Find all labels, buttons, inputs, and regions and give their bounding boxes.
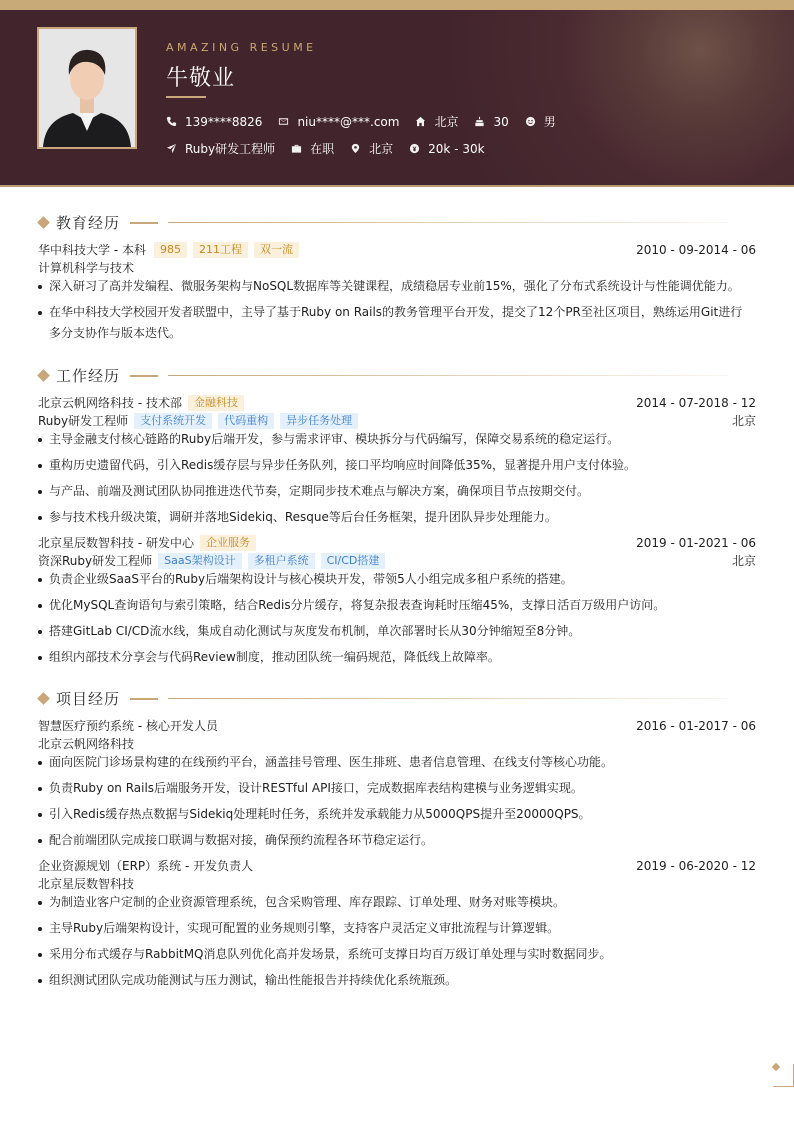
list-item: 负责Ruby on Rails后端服务开发，设计RESTful API接口，完成数据库表结构建模与业务逻辑实现。: [38, 778, 754, 799]
employment-status: 在职: [310, 142, 335, 156]
skill-tag: 多租户系统: [248, 553, 315, 569]
salary-icon: [409, 143, 420, 154]
section-title: 项目经历: [56, 690, 121, 708]
mail-icon: [278, 116, 289, 127]
location-icon: [350, 143, 361, 154]
company-name: 北京云帆网络科技 - 技术部: [38, 396, 182, 410]
project-company: 北京星辰数智科技: [38, 877, 135, 891]
section-rule-accent: [130, 222, 158, 224]
section-title: 教育经历: [56, 214, 121, 232]
gender: 男: [543, 115, 556, 129]
company-name: 北京星辰数智科技 - 研发中心: [38, 536, 194, 550]
candidate-name: 牛敬业: [166, 66, 236, 91]
target-position: Ruby研发工程师: [185, 142, 276, 156]
project-entry-header: [38, 717, 756, 734]
list-item: 优化MySQL查询语句与索引策略，结合Redis分片缓存，将复杂报表查询耗时压缩45%，支撑日活百万级用户访问。: [38, 595, 754, 616]
expected-salary: 20k - 30k: [428, 141, 485, 156]
industry-tag: 金融科技: [188, 395, 244, 411]
age-info: [474, 115, 508, 129]
skill-tag: SaaS架构设计: [158, 553, 241, 569]
education-entry-header: [38, 241, 756, 258]
section-rule-accent: [130, 698, 158, 700]
education-section-header: [36, 212, 728, 233]
hometown: 北京: [434, 115, 459, 129]
section-diamond-icon: [37, 692, 50, 705]
education-date: 2010 - 09-2014 - 06: [636, 242, 756, 257]
send-icon: [166, 143, 177, 154]
list-item: 组织测试团队完成功能测试与压力测试，输出性能报告并持续优化系统瓶颈。: [38, 970, 754, 991]
section-diamond-icon: [37, 369, 50, 382]
project-company-line: [38, 875, 756, 892]
section-diamond-icon: [37, 216, 50, 229]
job-title: Ruby研发工程师: [38, 414, 129, 428]
age: 30: [493, 114, 509, 129]
list-item: 采用分布式缓存与RabbitMQ消息队列优化高并发场景，系统可支撑日均百万级订单处理与实时数据同步。: [38, 944, 754, 965]
list-item: 重构历史遗留代码，引入Redis缓存层与异步任务队列，接口平均响应时间降低35%，显著提升用户支付体验。: [38, 455, 754, 476]
position-info: [166, 140, 275, 157]
section-title: 工作经历: [56, 367, 121, 385]
work-role-line: [38, 412, 756, 429]
home-icon: [415, 116, 426, 127]
name-underline: [166, 96, 206, 98]
skill-tag: CI/CD搭建: [321, 553, 386, 569]
project-date: 2016 - 01-2017 - 06: [636, 718, 756, 733]
school-tag: 985: [154, 242, 187, 258]
project-section-header: [36, 688, 728, 709]
gender-icon: [525, 116, 536, 127]
work-role-line: [38, 552, 756, 569]
list-item: 组织内部技术分享会与代码Review制度，推动团队统一编码规范，降低线上故障率。: [38, 647, 754, 668]
list-item: 搭建GitLab CI/CD流水线，集成自动化测试与灰度发布机制，单次部署时长从30分钟缩短至8分钟。: [38, 621, 754, 642]
project-name: 智慧医疗预约系统 - 核心开发人员: [38, 719, 218, 733]
work-entry-header: [38, 534, 756, 551]
list-item: 负责企业级SaaS平台的Ruby后端架构设计与核心模块开发，带领5人小组完成多租户系统的搭建。: [38, 569, 754, 590]
project-entry-header: [38, 857, 756, 874]
list-item: 引入Redis缓存热点数据与Sidekiq处理耗时任务，系统并发承载能力从5000QPS提升至20000QPS。: [38, 804, 754, 825]
school-tag: 双一流: [254, 242, 299, 258]
list-item: 配合前端团队完成接口联调与数据对接，确保预约流程各环节稳定运行。: [38, 830, 754, 851]
list-item: 深入研习了高并发编程、微服务架构与NoSQL数据库等关键课程，成绩稳居专业前15%，强化了分布式系统设计与性能调优能力。: [38, 276, 754, 297]
work-city: 北京: [731, 414, 756, 428]
school-tag: 211工程: [193, 242, 248, 258]
section-rule: [168, 375, 728, 376]
work-date: 2019 - 01-2021 - 06: [636, 535, 756, 550]
work-city: 北京: [731, 554, 756, 568]
list-item: 为制造业客户定制的企业资源管理系统，包含采购管理、库存跟踪、订单处理、财务对账等模块。: [38, 892, 754, 913]
work-entry-header: [38, 394, 756, 411]
project-company-line: [38, 735, 756, 752]
contact-row: [166, 113, 572, 130]
work-section-header: [36, 365, 728, 386]
list-item: 主导金融支付核心链路的Ruby后端开发，参与需求评审、模块拆分与代码编写，保障交易系统的稳定运行。: [38, 429, 754, 450]
resume-header: [0, 10, 794, 186]
section-rule-accent: [130, 375, 158, 377]
email-address: niu****@***.com: [297, 114, 400, 129]
work-date: 2014 - 07-2018 - 12: [636, 395, 756, 410]
city-info: [350, 140, 393, 157]
skill-tag: 异步任务处理: [280, 413, 358, 429]
phone-icon: [166, 116, 177, 127]
top-accent-bar: [0, 0, 794, 10]
project-company: 北京云帆网络科技: [38, 737, 135, 751]
briefcase-icon: [291, 143, 302, 154]
education-major-line: [38, 259, 756, 276]
status-info: [291, 140, 334, 157]
job-intent-row: [166, 140, 501, 157]
list-item: 参与技术栈升级决策，调研并落地Sidekiq、Resque等后台任务框架，提升团队异步处理能力。: [38, 507, 754, 528]
industry-tag: 企业服务: [200, 535, 256, 551]
section-rule: [168, 222, 728, 223]
cake-icon: [474, 116, 485, 127]
project-name: 企业资源规划（ERP）系统 - 开发负责人: [38, 859, 254, 873]
list-item: 在华中科技大学校园开发者联盟中，主导了基于Ruby on Rails的教务管理平台开发，提交了12个PR至社区项目，熟练运用Git进行多分支协作与版本迭代。: [38, 302, 754, 344]
phone-number: 139****8826: [185, 114, 263, 129]
skill-tag: 代码重构: [218, 413, 274, 429]
section-rule: [168, 698, 728, 699]
header-tagline: AMAZING RESUME: [166, 41, 317, 54]
profile-photo: [37, 27, 137, 149]
list-item: 主导Ruby后端架构设计，实现可配置的业务规则引擎，支持客户灵活定义审批流程与计算逻辑。: [38, 918, 754, 939]
job-title: 资深Ruby研发工程师: [38, 554, 153, 568]
gender-info: [525, 113, 556, 130]
list-item: 面向医院门诊场景构建的在线预约平台，涵盖挂号管理、医生排班、患者信息管理、在线支付等核心功能。: [38, 752, 754, 773]
major: 计算机科学与技术: [38, 261, 135, 275]
school-name: 华中科技大学 - 本科: [38, 243, 146, 257]
email-info: [278, 115, 399, 129]
project-date: 2019 - 06-2020 - 12: [636, 858, 756, 873]
target-city: 北京: [369, 142, 394, 156]
list-item: 与产品、前端及测试团队协同推进迭代节奏，定期同步技术难点与解决方案，确保项目节点按期交付。: [38, 481, 754, 502]
hometown-info: [415, 113, 458, 130]
header-divider: [0, 185, 794, 187]
skill-tag: 支付系统开发: [134, 413, 212, 429]
salary-info: [409, 142, 484, 156]
phone-info: [166, 115, 262, 129]
